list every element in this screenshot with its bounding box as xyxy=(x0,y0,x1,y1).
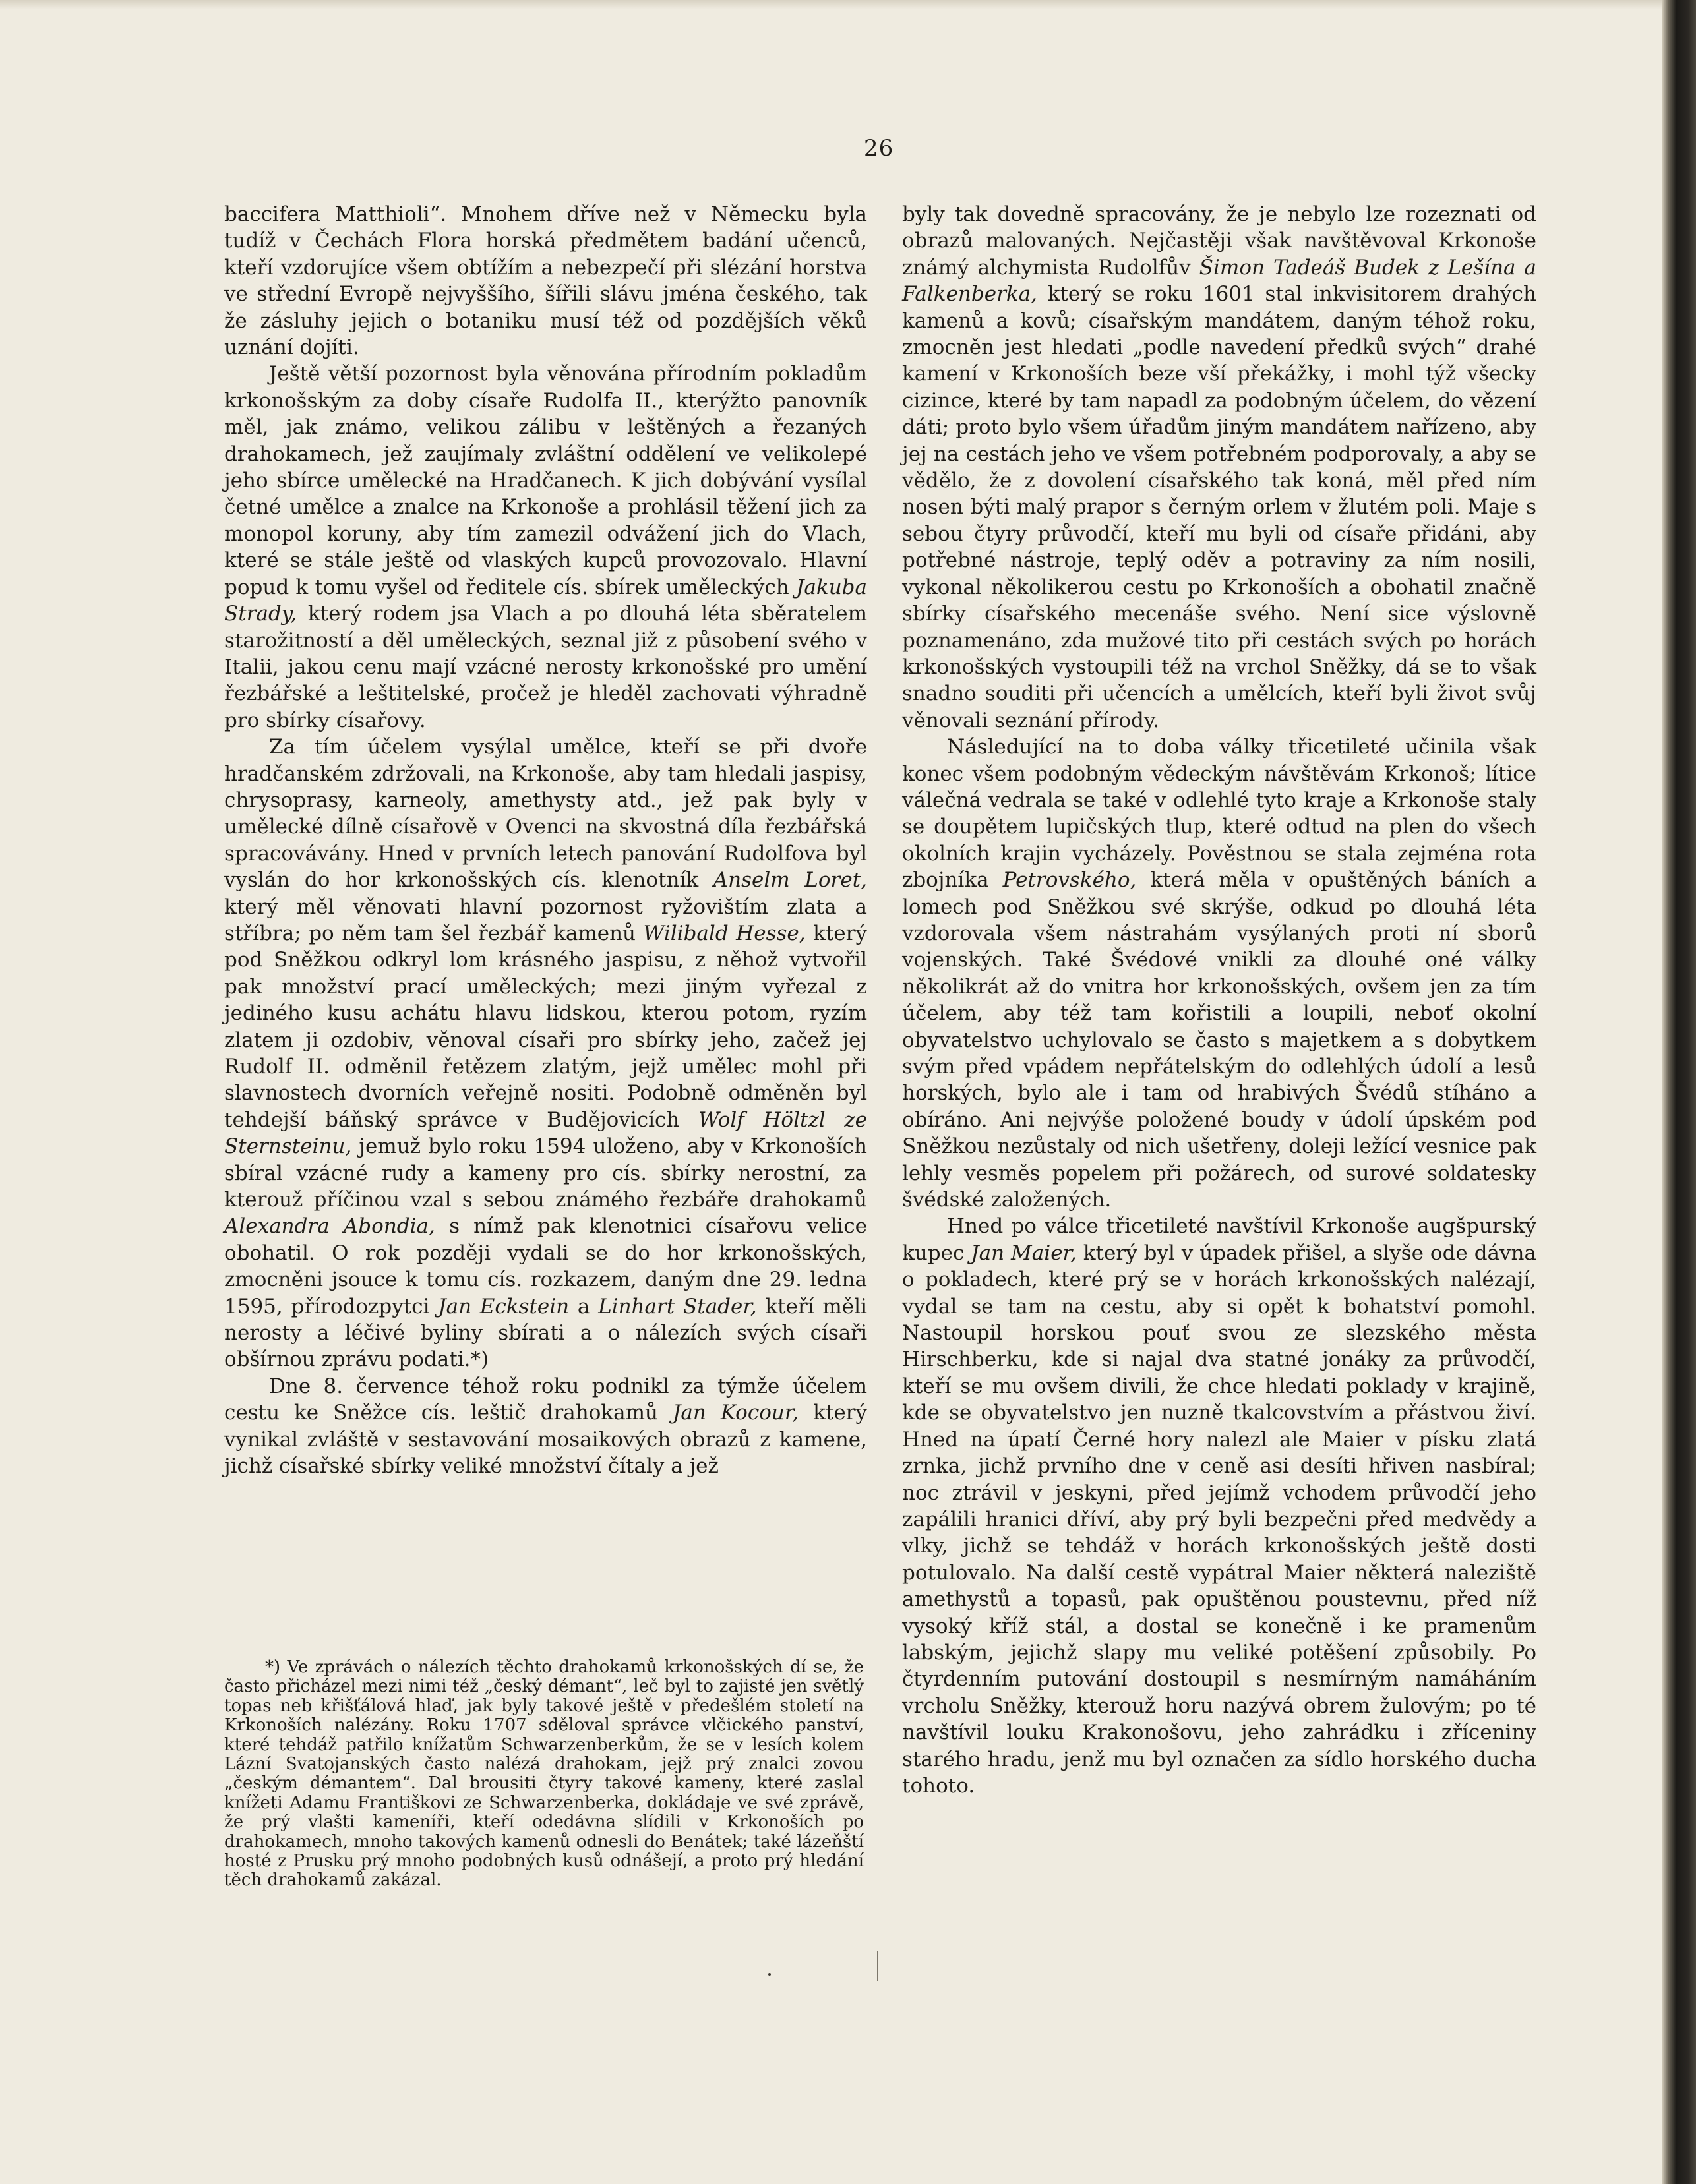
text-run: Následující na to doba války třicetileté učinila však konec všem podobným vědeckým návštěvám Krkonoš; lítice válečná vedrala se také v odlehlé tyto kraje a Krkonoše staly se doupětem lupičských tlup, které odtud na plen do všech okolních krajin vycházely. Pověstnou se stala zejména rota zbojníka xyxy=(902,735,1536,893)
column-divider-mark xyxy=(877,1951,878,1981)
italic-name: Jan Eckstein xyxy=(438,1294,570,1318)
paragraph xyxy=(224,734,867,1373)
paragraph xyxy=(902,734,1536,1213)
text-run: jemuž bylo roku 1594 uloženo, aby v Krkonoších sbíral vzácné rudy a kameny pro cís. sbírky nerostní, za kterouž příčinou vzal s sebou známého řezbáře drahokamů xyxy=(224,1135,867,1212)
right-column xyxy=(902,201,1536,1799)
page-number: 26 xyxy=(864,135,894,162)
text-run: který vynikal zvláště v sestavování mosaikových obrazů z kamene, jichž císařské sbírky veliké množství čítaly a jež xyxy=(224,1401,867,1479)
italic-name: Jan Kocour, xyxy=(672,1401,799,1425)
italic-name: Petrovského, xyxy=(1002,868,1137,893)
text-run: kteří měli nerosty a léčivé byliny sbírati a o nálezích svých císaři obšírnou zprávu podati.*) xyxy=(224,1294,867,1372)
text-run: Hned po válce třicetileté navštívil Krkonoše augšpurský kupec xyxy=(902,1214,1536,1265)
italic-name: Wilibald Hesse, xyxy=(643,921,806,945)
book-binding-edge xyxy=(1662,0,1696,2184)
paragraph xyxy=(224,201,867,361)
paragraph xyxy=(902,1213,1536,1799)
text-run: Ještě větší pozornost byla věnována přírodním pokladům krkonošským za doby císaře Rudolfa II., kterýžto panovník měl, jak známo, velikou zálibu v leštěných a řezaných drahokamech, jež zaujímaly zvláštní oddělení ve velikolepé jeho sbírce umělecké na Hradčanech. K jich dobývání vysílal četné umělce a znalce na Krkonoše a prohlásil těžení jich za monopol koruny, aby tím zamezil odvážení jich do Vlach, které se stále ještě od vlaských kupců provozovalo. Hlavní popud k tomu vyšel od ředitele cís. sbírek uměleckých xyxy=(224,362,867,599)
text-run: byly tak dovedně spracovány, že je nebylo lze rozeznati od obrazů malovaných. Nejčastěji však navštěvoval Krkonoše známý alchymista Rudolfův xyxy=(902,202,1536,280)
footnote xyxy=(224,1658,864,1891)
text-run: který pod Sněžkou odkryl lom krásného jaspisu, z něhož vytvořil pak množství prací uměleckých; mezi jiným vyřezal z jediného kusu achátu hlavu lidskou, kterou potom, ryzím zlatem ji ozdobiv, věnoval císaři pro sbírky jeho, začež jej Rudolf II. odměnil řetězem zlatým, jejž umělec mohl při slavnostech dvorních veřejně nositi. Podobně odměněn byl tehdejší báňský správce v Budějovicích xyxy=(224,921,867,1132)
text-run: který se roku 1601 stal inkvisitorem drahých kamenů a kovů; císařským mandátem, daným téhož roku, zmocněn jest hledati „podle navedení předků svých“ drahé kamení v Krkonoších beze vší překážky, i mohl týž všecky cizince, které by tam napadl za podobným účelem, do vězení dáti; proto bylo všem úřadům jiným mandátem nařízeno, aby jej na cestách jeho ve všem potřebném podporovaly, a aby se vědělo, že z dovolení císařského tak koná, měl před ním nosen býti malý prapor s černým orlem v žlutém poli. Maje s sebou čtyry průvodčí, kteří mu byli od císaře přidáni, aby potřebné nástroje, teplý oděv a potraviny za ním nosili, vykonal několikerou cestu po Krkonoších a obohatil značně sbírky císařského mecenáše svého. Není sice výslovně poznamenáno, zda mužové tito při cestách svých po horách krkonošských vystoupili též na vrchol Sněžky, dá se to však snadno souditi při učencích a umělcích, kteří byli život svůj věnovali seznání přírody. xyxy=(902,282,1536,732)
footnote-text: *) Ve zprávách o nálezích těchto drahokamů krkonošských dí se, že často přicházel mezi nimi též „český démant“, leč byl to zajisté jen světlý topas neb křišťálová hlaď, jak byly takové ještě v předešlém století na Krkonoších nalézány. Roku 1707 sděloval správce vlčického panství, které tehdáž patřilo knížatům Schwarzenberkům, že se v lesích kolem Lázní Svatojanských často nalézá drahokam, jejž prý znalci zovou „českým démantem“. Dal brousiti čtyry takové kameny, které zaslal knížeti Adamu Františkovi ze Schwarzenberka, dokládaje ve své zprávě, že prý vlašti kameníři, kteří odedávna slídili v Krkonoších po drahokamech, mnoho takových kamenů odnesli do Benátek; také lázeňští hosté z Prusku prý mnoho podobných kusů odnášejí, a proto prý hledání těch drahokamů zakázal. xyxy=(224,1657,864,1891)
italic-name: Šimon Tadeáš Budek z Lešína a Falkenberka, xyxy=(902,255,1537,307)
scan-top-shadow xyxy=(0,0,1696,9)
text-run: s nímž pak klenotnici císařovu velice obohatil. O rok později vydali se do hor krkonošských, zmocněni jsouce k tomu cís. rozkazem, daným dne 29. ledna 1595, přírodozpytci xyxy=(224,1214,867,1318)
paragraph xyxy=(902,201,1536,734)
italic-name: Jakuba Strady, xyxy=(224,575,867,626)
text-run: který rodem jsa Vlach a po dlouhá léta sběratelem starožitností a děl uměleckých, seznal již z působení svého v Italii, jakou cenu mají vzácné nerosty krkonošské pro umění řezbářské a leštitelské, pročež je hleděl zachovati výhradně pro sbírky císařovy. xyxy=(224,602,867,732)
left-column xyxy=(224,201,867,1480)
text-run: Dne 8. července téhož roku podnikl za týmže účelem cestu ke Sněžce cís. leštič drahokamů xyxy=(224,1374,867,1425)
italic-name: Linhart Stader, xyxy=(598,1294,757,1318)
italic-name: Alexandra Abondia, xyxy=(224,1214,435,1239)
ink-speck xyxy=(768,1973,771,1976)
italic-name: Anselm Loret, xyxy=(713,868,867,893)
italic-name: Wolf Höltzl ze Sternsteinu, xyxy=(224,1107,867,1159)
text-run: která měla v opuštěných báních a lomech pod Sněžkou své skrýše, odkud po dlouhá léta vzdorovala všem nástrahám vysýlaných proti ní sborů vojenských. Také Švédové vnikli za dlouhé oné války několikrát až do vnitra hor krkonošských, ovšem jen za tím účelem, aby též tam kořistili a loupili, neboť okolní obyvatelstvo uchylovalo se často s majetkem a s dobytkem svým před vpádem nepřátelským do odlehlých údolí a lesů horských, bylo ale i tam od hrabivých Švédů stíháno a obíráno. Ani nejvýše položené boudy v údolí úpském pod Sněžkou nezůstaly od nich ušetřeny, doleji ležící vesnice pak lehly vesměs popelem při požárech, od surové soldatesky švédské založených. xyxy=(902,868,1536,1212)
text-run: Za tím účelem vysýlal umělce, kteří se při dvoře hradčanském zdržovali, na Krkonoše, aby tam hledali jaspisy, chrysoprasy, karneoly, amethysty atd., jež pak byly v umělecké dílně císařově v Ovenci na skvostná díla řezbářská spracovávány. Hned v prvních letech panování Rudolfova byl vyslán do hor krkonošských cís. klenotník xyxy=(224,735,867,893)
text-run: který byl v úpadek přišel, a slyše ode dávna o pokladech, které prý se v horách krkonošských nalézají, vydal se tam na cestu, aby si opět k bohatství pomohl. Nastoupil horskou pouť svou ze slezského města Hirschberku, kde si najal dva statné jonáky za průvodčí, kteří se mu ovšem divili, že chce hledati poklady v krajině, kde se obyvatelstvo jen nuzně tkalcovstvím a přástvou živí. Hned na úpatí Černé hory nalezl ale Maier v písku zlatá zrnka, jichž prvního dne v ceně asi desíti hřiven nasbíral; noc ztrávil v jeskyni, před jejímž vchodem průvodčí jeho zapálili hranici dříví, aby prý byli bezpečni před medvědy a vlky, jichž se tehdáž v horách krkonošských ještě dosti potulovalo. Na další cestě vypátral Maier některá naleziště amethystů a topasů, pak opuštěnou poustevnu, před níž vysoký kříž stál, a dostal se konečně i ke pramenům labským, jejichž slapy mu veliké potěšení způsobily. Po čtyrdenním putování dostoupil s nesmírným namáháním vrcholu Sněžky, kterouž horu nazývá obrem žulovým; po té navštívil louku Krakonošovu, jeho zahrádku i zříceniny starého hradu, jenž mu byl označen za sídlo horského ducha tohoto. xyxy=(902,1241,1536,1798)
text-run: který měl věnovati hlavní pozornost ryžovištím zlata a stříbra; po něm tam šel řezbář kamenů xyxy=(224,895,867,945)
italic-name: Jan Maier, xyxy=(971,1241,1077,1265)
text-run: a xyxy=(569,1294,599,1318)
text-run: baccifera Matthioli“. Mnohem dříve než v Německu byla tudíž v Čechách Flora horská předmětem badání učenců, kteří vzdorujíce všem obtížím a nebezpečí při slézání horstva ve střední Evropě nejvyššího, šířili slávu jména českého, tak že zásluhy jejich o botaniku musí též od pozdějších věků uznání dojíti. xyxy=(224,202,867,360)
paragraph xyxy=(224,361,867,734)
paragraph xyxy=(224,1373,867,1480)
